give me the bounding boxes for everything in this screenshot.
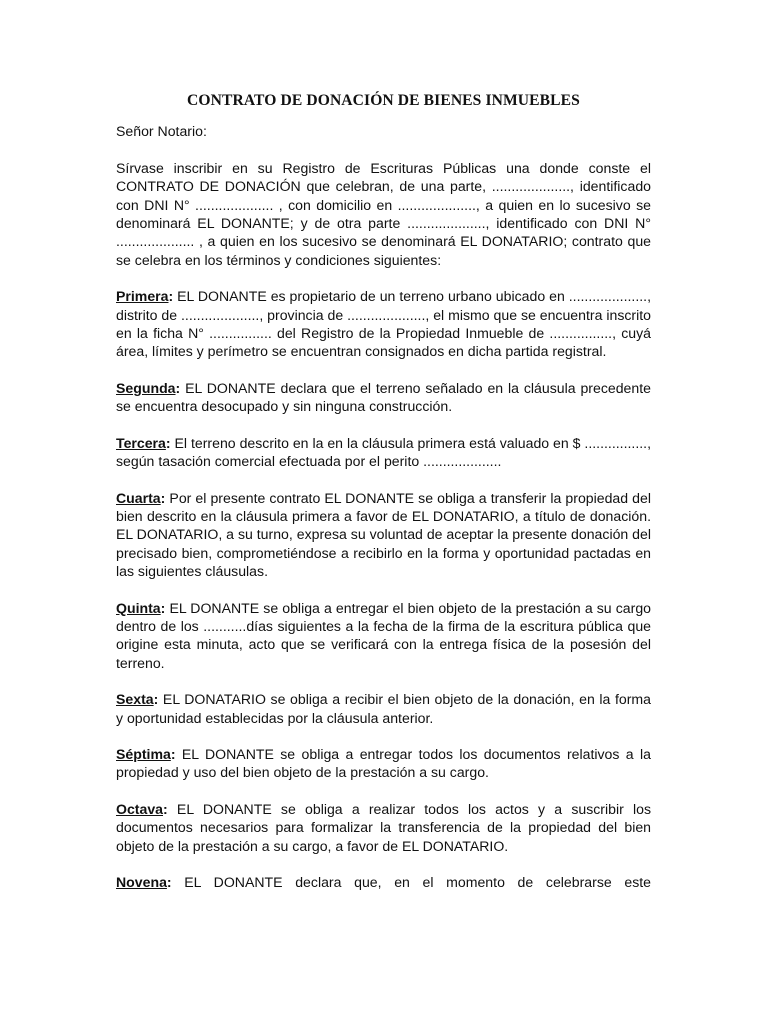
clause-septima: Séptima: EL DONANTE se obliga a entregar todos los documentos relativos a la propiedad y uso del bien objeto de la prestación a su cargo. [116,745,651,781]
clause-quinta: Quinta: EL DONANTE se obliga a entregar el bien objeto de la prestación a su cargo dentro de los ...........días siguientes a la fecha de la firma de la escritura pública que origine esta minuta, acto que se verificará con la entrega física de la posesión del terreno. [116,599,651,671]
clause-text: EL DONANTE declara que, en el momento de celebrarse este [171,874,651,890]
clause-label: Novena [116,874,167,890]
clause-label: Quinta [116,599,161,616]
clause-text: EL DONANTE es propietario de un terreno urbano ubicado en ...................., distrito de ...................., provincia de ...................., el mismo que se encuentra inscrito en la ficha N° ................ del Registro de la Propiedad Inmueble de ................, cuyá área, límites y perímetro se encuentran consignados en dicha partida registral. [116,288,651,360]
clause-sexta: Sexta: EL DONATARIO se obliga a recibir el bien objeto de la donación, en la forma y oportunidad establecidas por la cláusula anterior. [116,691,651,726]
clause-text: EL DONANTE se obliga a entregar todos los documentos relativos a la propiedad y uso del bien objeto de la prestación a su cargo. [116,745,651,781]
clause-label: Segunda [116,379,176,396]
clause-text: EL DONATARIO se obliga a recibir el bien objeto de la donación, en la forma y oportunidad establecidas por la cláusula anterior. [116,691,651,726]
clause-octava: Octava: EL DONANTE se obliga a realizar todos los actos y a suscribir los documentos necesarios para formalizar la transferencia de la propiedad del bien objeto de la prestación a su cargo, a favor de EL DONATARIO. [116,800,651,854]
clause-label: Primera [116,288,169,305]
clause-label: Séptima [116,745,171,762]
clause-text: EL DONANTE se obliga a realizar todos los actos y a suscribir los documentos necesarios para formalizar la transferencia de la propiedad del bien objeto de la prestación a su cargo, a favor de EL DONATARIO. [116,800,651,854]
clause-cuarta: Cuarta: Por el presente contrato EL DONANTE se obliga a transferir la propiedad del bien descrito en la cláusula primera a favor de EL DONATARIO, a título de donación. EL DONATARIO, a su turno, expresa su voluntad de aceptar la presente donación del precisado bien, comprometiéndose a recibirlo en la forma y oportunidad pactadas en las siguientes cláusulas. [116,489,651,580]
document-page [116,92,651,909]
clause-label: Sexta [116,691,154,708]
document-title: CONTRATO DE DONACIÓN DE BIENES INMUEBLES [187,92,580,109]
intro-paragraph: Sírvase inscribir en su Registro de Escrituras Públicas una donde conste el CONTRATO DE DONACIÓN que celebran, de una parte, ...................., identificado con DNI N° .................... , con domicilio en ...................., a quien en lo sucesivo se denominará EL DONANTE; y de otra parte ...................., identificado con DNI N° .................... , a quien en los sucesivo se denominará EL DONATARIO; contrato que se celebra en los términos y condiciones siguientes: [116,159,651,268]
clause-novena: Novena: EL DONANTE declara que, en el momento de celebrarse este [116,874,651,890]
clause-label: Tercera [116,434,166,451]
clause-label: Octava [116,800,164,817]
clause-tercera: Tercera: El terreno descrito en la en la cláusula primera está valuado en $ ................, según tasación comercial efectuada por el perito .................... [116,434,651,470]
clause-label: Cuarta [116,489,161,506]
clause-primera: Primera: EL DONANTE es propietario de un terreno urbano ubicado en ...................., distrito de ...................., provincia de ...................., el mismo que se encuentra inscrito en la ficha N° ................ del Registro de la Propiedad Inmueble de ................, cuyá área, límites y perímetro se encuentran consignados en dicha partida registral. [116,288,651,360]
clause-text: Por el presente contrato EL DONANTE se obliga a transferir la propiedad del bien descrito en la cláusula primera a favor de EL DONATARIO, a título de donación. EL DONATARIO, a su turno, expresa su voluntad de aceptar la presente donación del precisado bien, comprometiéndose a recibirlo en la forma y oportunidad pactadas en las siguientes cláusulas. [116,489,651,580]
clause-segunda: Segunda: EL DONANTE declara que el terreno señalado en la cláusula precedente se encuentra desocupado y sin ninguna construcción. [116,379,651,415]
clause-text: El terreno descrito en la en la cláusula primera está valuado en $ ................, según tasación comercial efectuada por el perito .................... [116,434,651,470]
clause-text: EL DONANTE se obliga a entregar el bien objeto de la prestación a su cargo dentro de los ...........días siguientes a la fecha de la firma de la escritura pública que origine esta minuta, acto que se verificará con la entrega física de la posesión del terreno. [116,599,651,671]
clause-text: EL DONANTE declara que el terreno señalado en la cláusula precedente se encuentra desocupado y sin ninguna construcción. [116,379,651,415]
greeting: Señor Notario: [116,123,207,140]
